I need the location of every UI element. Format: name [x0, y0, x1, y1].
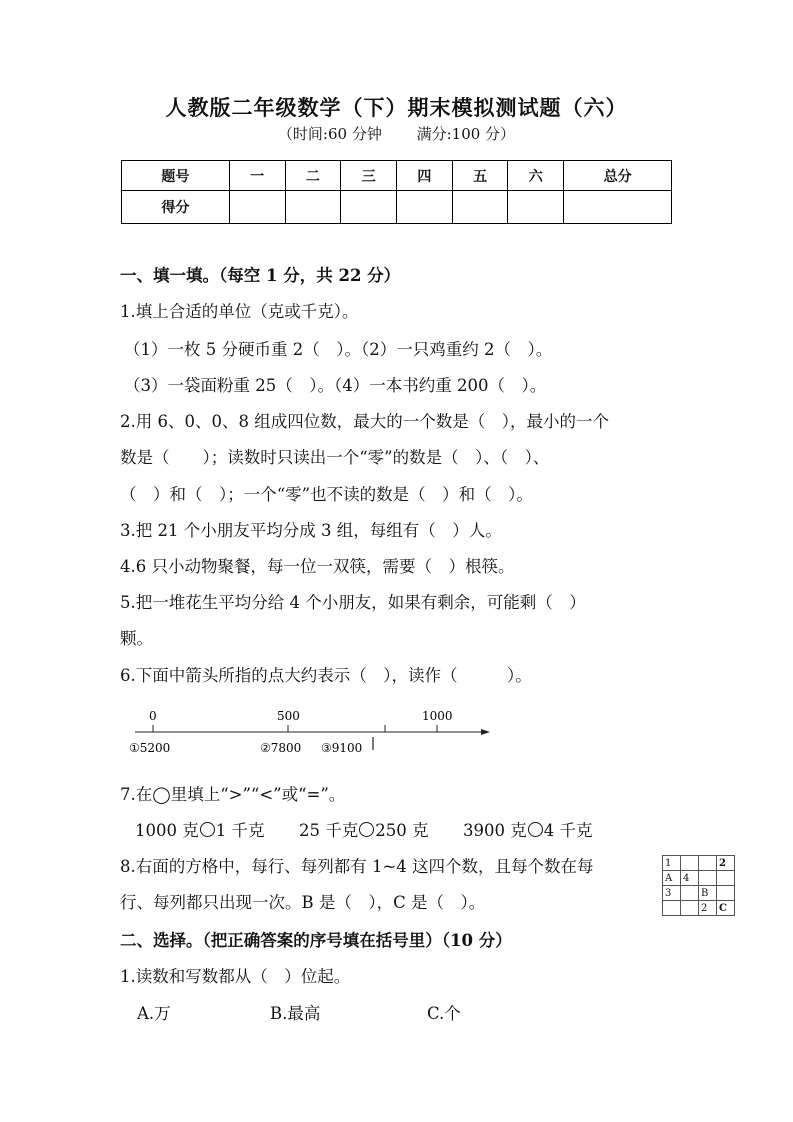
question-2-line1: 2.用 6、0、0、8 组成四位数，最大的一个数是（ ），最小的一个	[120, 412, 609, 431]
question-1b: （3）一袋面粉重 25（ ）。（4）一本书约重 200（ ）。	[124, 376, 547, 395]
grid-cell	[699, 856, 717, 871]
compare-circle[interactable]	[528, 822, 543, 837]
score-cell[interactable]	[508, 191, 564, 224]
choice-option-a[interactable]: A.万	[137, 1004, 171, 1023]
option-label-1: ①5200	[129, 741, 171, 754]
score-cell[interactable]	[341, 191, 397, 224]
score-cell[interactable]	[285, 191, 341, 224]
compare-circle[interactable]	[200, 822, 215, 837]
arrow-head-icon	[481, 729, 490, 735]
grid-cell: A	[663, 871, 681, 886]
option-label-2: ②7800	[260, 741, 302, 754]
choice-option-b[interactable]: B.最高	[270, 1004, 321, 1023]
grid-cell: B	[699, 886, 717, 901]
question-4: 4.6 只小动物聚餐，每一位一双筷，需要（ ）根筷。	[120, 557, 515, 576]
number-grid	[662, 855, 735, 916]
page-title: 人教版二年级数学（下）期末模拟测试题（六）	[165, 95, 628, 120]
compare-right: 1 千克	[215, 821, 265, 840]
question-2-line3: （ ）和（ ）；一个“零”也不读的数是（ ）和（ ）。	[120, 485, 533, 504]
score-header-cell: 六	[508, 161, 564, 191]
compare-left: 25 千克	[299, 821, 359, 840]
score-header-cell: 五	[452, 161, 508, 191]
score-cell[interactable]	[396, 191, 452, 224]
question-7: 7.在◯里填上“>”“<”或“=”。	[120, 785, 346, 804]
grid-cell	[681, 856, 699, 871]
score-header-cell: 三	[341, 161, 397, 191]
section1-heading: 一、填一填。（每空 1 分，共 22 分）	[120, 266, 401, 285]
compare-right: 250 克	[375, 821, 429, 840]
score-header-cell: 一	[229, 161, 285, 191]
grid-cell: 2	[717, 856, 735, 871]
grid-cell	[681, 886, 699, 901]
question-3: 3.把 21 个小朋友平均分成 3 组，每组有（ ）人。	[120, 521, 502, 540]
tick-label-500: 500	[277, 709, 300, 723]
score-cell[interactable]	[564, 191, 672, 224]
question-1a: （1）一枚 5 分硬币重 2（ ）。（2）一只鸡重约 2（ ）。	[124, 340, 553, 359]
option-label-3: ③9100	[321, 741, 363, 754]
score-cell[interactable]	[229, 191, 285, 224]
compare-circle[interactable]	[359, 822, 374, 837]
compare-left: 3900 克	[463, 821, 527, 840]
grid-cell	[717, 871, 735, 886]
section2-heading: 二、选择。（把正确答案的序号填在括号里）（10 分）	[120, 931, 512, 950]
grid-cell	[717, 886, 735, 901]
question-8-line1: 8.右面的方格中，每行、每列都有 1~4 这四个数，且每个数在每	[120, 857, 594, 876]
question-5-line2: 颗。	[120, 629, 153, 648]
question-8-line2: 行、每列都只出现一次。B 是（ ），C 是（ ）。	[120, 893, 486, 912]
grid-cell: 3	[663, 886, 681, 901]
grid-cell: 2	[699, 901, 717, 916]
grid-cell	[663, 901, 681, 916]
compare-left: 1000 克	[135, 821, 199, 840]
score-header-cell: 题号	[122, 161, 230, 191]
question-7-items	[135, 817, 593, 841]
score-cell[interactable]	[452, 191, 508, 224]
compare-right: 4 千克	[543, 821, 593, 840]
grid-cell: 1	[663, 856, 681, 871]
grid-cell	[681, 901, 699, 916]
score-row-label: 得分	[122, 191, 230, 224]
question-6: 6.下面中箭头所指的点大约表示（ ），读作（ ）。	[120, 666, 532, 685]
score-table	[121, 160, 672, 224]
score-header-cell: 四	[396, 161, 452, 191]
page-subtitle: （时间:60 分钟 满分:100 分）	[277, 125, 516, 143]
score-header-cell: 二	[285, 161, 341, 191]
score-header-cell: 总分	[564, 161, 672, 191]
tick-label-0: 0	[149, 709, 157, 723]
question-2-line2: 数是（ ）；读数时只读出一个“零”的数是（ ）、（ ）、	[120, 448, 550, 467]
grid-cell: 4	[681, 871, 699, 886]
question-5-line1: 5.把一堆花生平均分给 4 个小朋友，如果有剩余，可能剩（ ）	[120, 593, 586, 612]
question-1: 1.填上合适的单位（克或千克）。	[120, 302, 359, 321]
choice-question-1: 1.读数和写数都从（ ）位起。	[120, 967, 351, 986]
grid-cell: C	[717, 901, 735, 916]
tick-label-1000: 1000	[422, 709, 453, 723]
number-line	[125, 704, 495, 754]
choice-option-c[interactable]: C.个	[427, 1004, 461, 1023]
grid-cell	[699, 871, 717, 886]
